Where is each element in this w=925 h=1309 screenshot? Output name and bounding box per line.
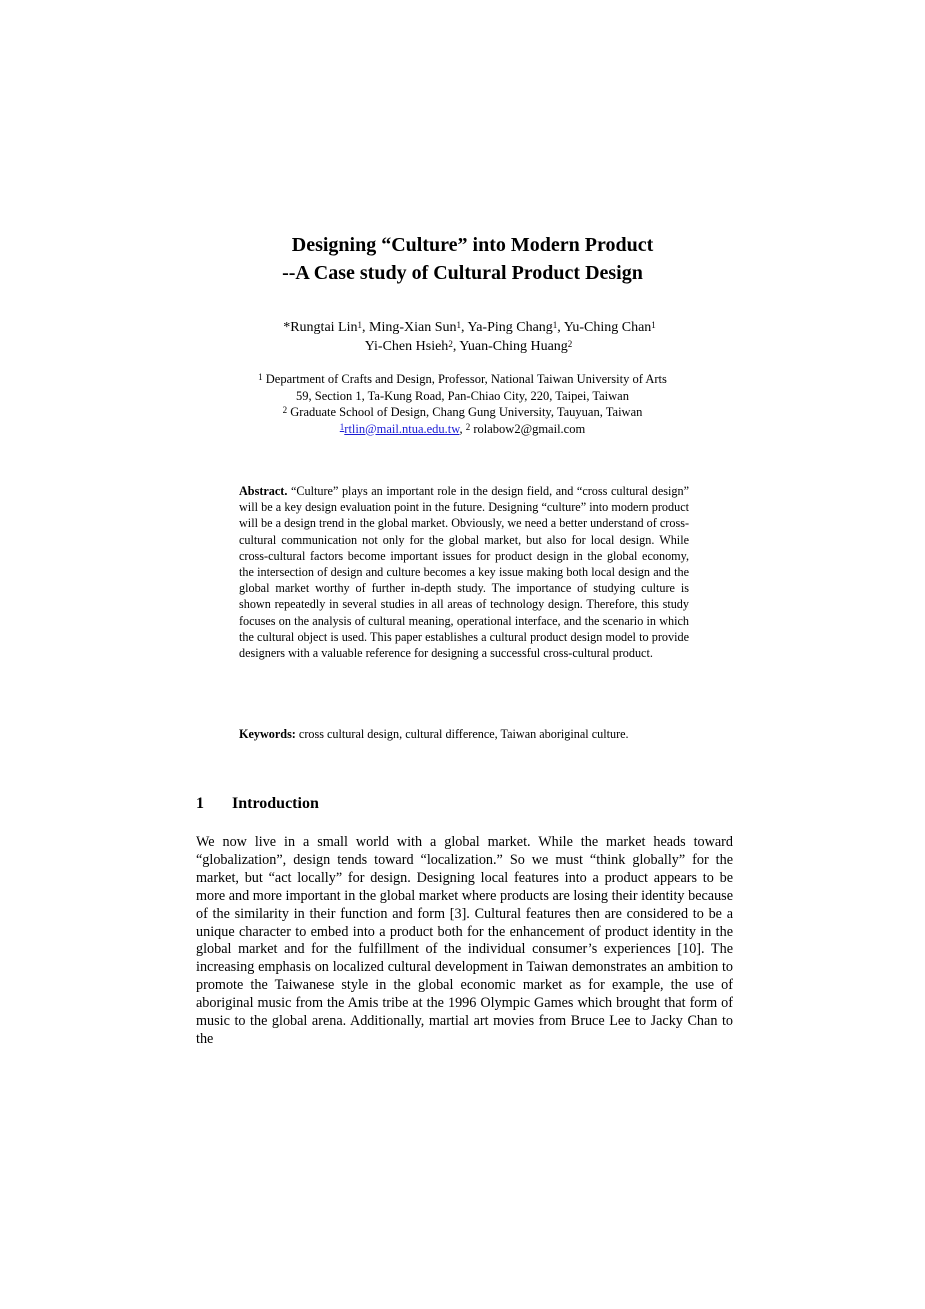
author-affil-mark: 1: [651, 320, 656, 330]
title-line-2: --A Case study of Cultural Product Design: [282, 262, 643, 284]
author-affil-mark: 1: [357, 320, 362, 330]
affiliation-1-address: 59, Section 1, Ta-Kung Road, Pan-Chiao City, 220, Taipei, Taiwan: [296, 388, 629, 403]
title-line-1: Designing “Culture” into Modern Product: [291, 234, 654, 256]
affiliations: [0, 371, 925, 437]
affil-mark: 1: [258, 372, 263, 382]
email-mark: 1: [339, 421, 345, 432]
author-name: , Ming-Xian Sun: [362, 320, 457, 335]
author-list: [0, 318, 925, 356]
keywords-text: cross cultural design, cultural difference, Taiwan aboriginal culture.: [295, 727, 629, 741]
author-name: *Rungtai Lin: [283, 320, 358, 335]
author-affil-mark: 1: [456, 320, 461, 330]
author-name: , Yuan-Ching Huang: [452, 339, 568, 354]
email-line: [0, 421, 925, 438]
author-name: , Yu-Ching Chan: [557, 320, 652, 335]
author-affil-mark: 1: [552, 320, 558, 330]
email-mark: 2: [465, 421, 471, 432]
section-title: Introduction: [232, 795, 319, 812]
abstract-text: “Culture” plays an important role in the design field, and “cross cultural design” will be a key design evaluation point in the future. Designing “culture” into modern product will be a design trend in the global market. Obviously, we need a better understand of cross-cultural communication not only for the global market, but also for local design. While cross-cultural factors become important issues for product design in the global economy, the intersection of design and culture becomes a key issue making both local design and the global market worthy of further in-depth study. The importance of studying culture is shown repeatedly in several studies in all areas of technology design. Therefore, this study focuses on the analysis of cultural meaning, operational interface, and the scenario in which the cultural object is used. This paper establishes a cultural product design model to provide designers with a valuable reference for designing a successful cross-cultural product.: [239, 484, 690, 661]
affiliation-2-text: Graduate School of Design, Chang Gung University, Tauyuan, Taiwan: [287, 405, 643, 419]
email-link-1[interactable]: rtlin@mail.ntua.edu.tw: [344, 421, 460, 436]
affiliation-2: [0, 404, 925, 421]
section-body: We now live in a small world with a global market. While the market heads toward “globalization”, design tends toward “localization.” So we must “think globally” for the market, but “act locally” for design. Designing local features into a product appears to be more and more important in the global market where products are losing their identity because of the similarity in their function and form [3]. Cultural features then are considered to be a unique character to embed into a product both for the enhancement of product identity in the global market and for the fulfillment of the individual consumer’s experiences [10]. The increasing emphasis on localized cultural development in Taiwan demonstrates an ambition to promote the Taiwanese style in the global economic market as for example, the use of aboriginal music from the Amis tribe at the 1996 Olympic Games which brought that form of music to the global arena. Additionally, martial art movies from Bruce Lee to Jacky Chan to the: [196, 834, 733, 1047]
author-affil-mark: 2: [448, 339, 453, 349]
email-separator: ,: [459, 421, 466, 436]
email-2: rolabow2@gmail.com: [470, 421, 586, 436]
author-line-2: [0, 337, 925, 356]
keywords-label: Keywords:: [239, 727, 296, 741]
abstract-label: Abstract.: [239, 484, 288, 498]
section-heading: [196, 793, 319, 815]
paper-title: [0, 231, 925, 287]
abstract: [239, 483, 689, 661]
affiliation-1-text: Department of Crafts and Design, Professor, National Taiwan University of Arts: [262, 372, 667, 386]
author-affil-mark: 2: [567, 339, 573, 349]
keywords: [239, 726, 699, 742]
section-number: 1: [196, 795, 204, 812]
affil-mark: 2: [282, 405, 288, 415]
author-name: , Ya-Ping Chang: [461, 320, 553, 335]
affiliation-1: [0, 371, 925, 388]
author-name: Yi-Chen Hsieh: [364, 339, 449, 354]
author-line-1: [0, 318, 925, 337]
